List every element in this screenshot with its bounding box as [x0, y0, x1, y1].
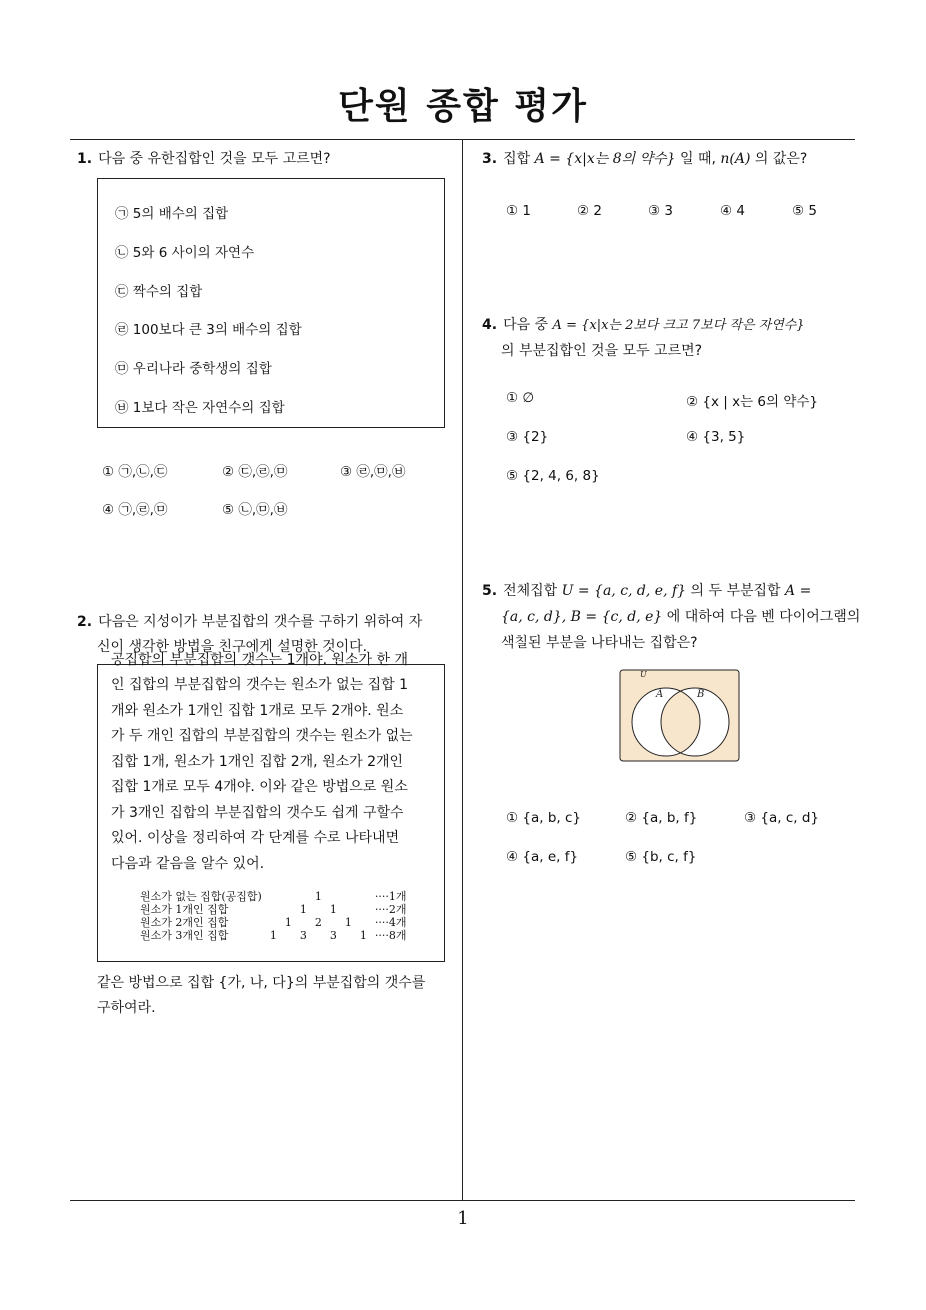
answer-option-3[interactable]: ③ {a, c, d} [744, 810, 820, 826]
question-followup: 같은 방법으로 집합 {가, 나, 다}의 부분집합의 갯수를 [97, 975, 426, 991]
answer-option-2[interactable]: ② ㉢,㉣,㉤ [222, 464, 288, 480]
explanation-line: 가 두 개인 집합의 부분집합의 갯수는 원소가 없는 [111, 728, 413, 744]
row-total: ····8개 [374, 929, 407, 942]
answer-option-3[interactable]: ③ ㉣,㉤,㉥ [340, 464, 406, 480]
question-text-cont: 신이 생각한 방법을 친구에게 설명한 것이다. [97, 639, 368, 655]
answer-option-1[interactable]: ① ∅ [506, 390, 535, 406]
question-number: 4. [482, 317, 498, 333]
answer-option-2[interactable]: ② 2 [577, 203, 602, 219]
answer-option-4[interactable]: ④ ㉠,㉣,㉤ [102, 502, 168, 518]
condition-item: ㉥ 1보다 작은 자연수의 집합 [115, 400, 285, 416]
page-number: 1 [457, 1208, 469, 1229]
row-label: 원소가 3개인 집합 [140, 929, 229, 942]
answer-option-1[interactable]: ① {a, b, c} [506, 810, 582, 826]
set-expression: A = {x|x는 2보다 크고 7보다 작은 자연수} [552, 318, 805, 333]
table-row: 원소가 없는 집합(공집합) 1 ····1개 [136, 890, 410, 903]
explanation-line: 공집합의 부분집합의 갯수는 1개야. 원소가 한 개 [111, 652, 409, 668]
answer-option-5[interactable]: ⑤ {2, 4, 6, 8} [506, 468, 600, 484]
answer-option-1[interactable]: ① 1 [506, 203, 531, 219]
row-label: 원소가 2개인 집합 [140, 916, 229, 929]
answer-option-3[interactable]: ③ {2} [506, 429, 549, 445]
question-number: 3. [482, 151, 498, 167]
answer-option-1[interactable]: ① ㉠,㉡,㉢ [102, 464, 168, 480]
answer-option-2[interactable]: ② {x | x는 6의 약수} [686, 394, 819, 410]
row-label: 원소가 1개인 집합 [140, 903, 229, 916]
answer-option-4[interactable]: ④ {3, 5} [686, 429, 746, 445]
condition-item: ㉠ 5의 배수의 집합 [115, 206, 229, 222]
condition-item: ㉣ 100보다 큰 3의 배수의 집합 [115, 322, 302, 338]
question-number: 5. [482, 583, 498, 599]
explanation-line: 인 집합의 부분집합의 갯수는 원소가 없는 집합 1 [111, 677, 409, 693]
condition-item: ㉢ 짝수의 집합 [115, 284, 203, 300]
question-number: 2. [77, 614, 93, 630]
universe-expression: U = {a, c, d, e, f} [561, 583, 687, 599]
universe-label: U [640, 670, 647, 679]
row-total: ····2개 [374, 903, 407, 916]
question-number: 1. [77, 151, 93, 167]
question-text-cont: 의 부분집합인 것을 모두 고르면? [501, 343, 703, 359]
question-1 [77, 146, 331, 172]
set-b-label: B [697, 689, 705, 700]
answer-option-5[interactable]: ⑤ ㉡,㉤,㉥ [222, 502, 288, 518]
answer-option-3[interactable]: ③ 3 [648, 203, 673, 219]
question-text: 다음은 지성이가 부분집합의 갯수를 구하기 위하여 자 [98, 614, 423, 630]
question-2 [77, 609, 422, 635]
answer-option-5[interactable]: ⑤ {b, c, f} [625, 849, 697, 865]
answer-option-2[interactable]: ② {a, b, f} [625, 810, 698, 826]
condition-item: ㉤ 우리나라 중학생의 집합 [115, 361, 272, 377]
explanation-line: 다음과 같음을 알수 있어. [111, 856, 265, 872]
row-label: 원소가 없는 집합(공집합) [140, 890, 262, 903]
explanation-line: 개와 원소가 1개인 집합 1개로 모두 2개야. 원소 [111, 703, 404, 719]
explanation-line: 집합 1개, 원소가 1개인 집합 2개, 원소가 2개인 [111, 754, 404, 770]
set-a-label: A [656, 689, 664, 700]
venn-diagram [619, 668, 741, 764]
page-title: 단원 종합 평가 [338, 86, 588, 127]
explanation-line: 있어. 이상을 정리하여 각 단계를 수로 나타내면 [111, 830, 400, 846]
condition-item: ㉡ 5와 6 사이의 자연수 [115, 245, 255, 261]
pascal-table [136, 890, 410, 942]
row-total: ····4개 [374, 916, 407, 929]
cardinality-expression: n(A) [720, 151, 751, 167]
row-total: ····1개 [374, 890, 407, 903]
table-row: 원소가 2개인 집합 1 2 1 ····4개 [136, 916, 410, 929]
question-text-cont: 색칠된 부분을 나타내는 집합은? [501, 635, 698, 651]
sets-expression: {a, c, d}, B = {c, d, e} [501, 609, 663, 625]
question-5: 5. 전체집합 U = {a, c, d, e, f} 의 두 부분집합 A = [482, 583, 812, 599]
question-3: 3. 집합 A = {x|x는 8의 약수} 일 때, n(A) 의 값은? [482, 151, 808, 167]
column-divider [462, 139, 463, 1201]
question-text: 다음 중 유한집합인 것을 모두 고르면? [98, 151, 331, 167]
answer-option-4[interactable]: ④ 4 [720, 203, 745, 219]
table-row: 원소가 3개인 집합 1 3 3 1 ····8개 [136, 929, 410, 942]
question-4: 4. 다음 중 A = {x|x는 2보다 크고 7보다 작은 자연수} [482, 317, 805, 333]
explanation-line: 집합 1개로 모두 4개야. 이와 같은 방법으로 원소 [111, 779, 408, 795]
table-row: 원소가 1개인 집합 1 1 ····2개 [136, 903, 410, 916]
set-expression: A = {x|x는 8의 약수} [534, 151, 676, 167]
bottom-rule [70, 1200, 855, 1201]
explanation-line: 가 3개인 집합의 부분집합의 갯수도 쉽게 구할수 [111, 805, 404, 821]
question-text-cont: {a, c, d}, B = {c, d, e} 에 대하여 다음 벤 다이어그램의 [501, 609, 861, 625]
question-followup: 구하여라. [97, 1000, 156, 1016]
answer-option-5[interactable]: ⑤ 5 [792, 203, 817, 219]
answer-option-4[interactable]: ④ {a, e, f} [506, 849, 579, 865]
